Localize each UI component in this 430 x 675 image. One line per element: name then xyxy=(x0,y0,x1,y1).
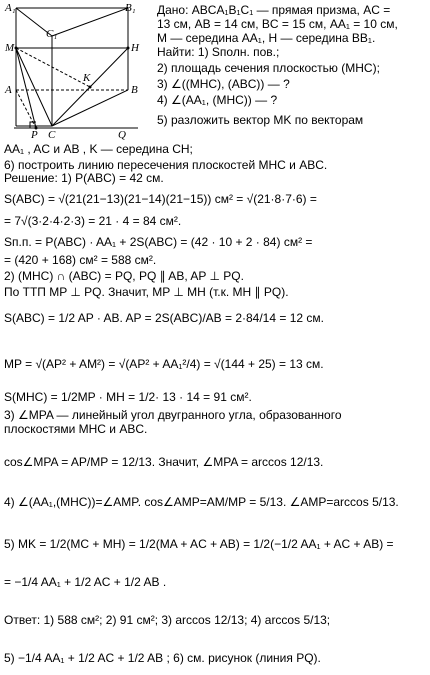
solution-line: 4) ∠(AA₁,(MHC))=∠AMP. cos∠AMP=AM/MP = 5/13. ∠AMP=arccos 5/13. xyxy=(4,495,399,509)
solution-line: 5) MK = 1/2(MC + MH) = 1/2(MA + AC + AB) = 1/2(−1/2 AA₁ + AC + AB) = xyxy=(4,537,394,551)
label-k: K xyxy=(83,72,91,84)
solution-line: = (420 + 168) см² = 588 см². xyxy=(4,253,157,267)
label-q: Q xyxy=(118,129,126,141)
edge-cb xyxy=(52,90,128,126)
solution-line: = −1/4 AA₁ + 1/2 AC + 1/2 AB . xyxy=(4,575,167,589)
solution-line: 3) ∠MPA — линейный угол двугранного угла, образованного xyxy=(4,408,342,422)
find-line: 6) построить линию пересечения плоскостей MHC и ABC. xyxy=(4,158,328,172)
solution-line: плоскостями MHC и ABC. xyxy=(4,422,148,436)
label-c: C xyxy=(48,129,56,141)
solution-line: MP = √(AP² + AM²) = √(AP² + AA₁²/4) = √(144 + 25) = 13 см. xyxy=(4,357,324,371)
solution-line: S(ABC) = 1/2 AP · AB. AP = 2S(ABC)/AB = 2·84/14 = 12 см. xyxy=(4,311,324,325)
given-line: M — середина AA₁, H — середина BB₁. xyxy=(157,31,376,45)
find-line: 3) ∠((MHC), (ABC)) — ? xyxy=(157,77,290,91)
find-line: 2) площадь сечения плоскостью (MHC); xyxy=(157,61,380,75)
segment-mc xyxy=(16,48,52,126)
solution-line: 2) (MHC) ∩ (ABC) = PQ, PQ ∥ AB, AP ⊥ PQ. xyxy=(4,269,244,283)
solution-line: Решение: 1) P(ABC) = 42 см. xyxy=(4,171,164,185)
solution-line: = 7√(3·2·4·2·3) = 21 · 4 = 84 см². xyxy=(4,214,182,228)
segment-mp xyxy=(16,48,36,128)
find-line: 5) разложить вектор MK по векторам xyxy=(157,113,364,127)
given-line: 13 см, AB = 14 см, BC = 15 см, AA₁ = 10 см, xyxy=(157,17,398,31)
solution-line: По ТТП MP ⊥ PQ. Значит, MP ⊥ MH (т.к. MH ∥ PQ). xyxy=(4,285,289,299)
find-line: AA₁ , AC и AB , K — середина CH; xyxy=(4,142,193,156)
label-p: P xyxy=(31,129,38,141)
edge-c1b1 xyxy=(52,8,128,36)
label-b: B xyxy=(131,84,138,96)
label-a: A xyxy=(5,84,12,96)
solution-line: S(ABC) = √(21(21−13)(21−14)(21−15)) см² = √(21·8·7·6) = xyxy=(4,192,317,206)
find-line: 4) ∠(AA₁, (MHC)) — ? xyxy=(157,93,278,107)
solution-line: Sп.п. = P(ABC) · AA₁ + 2S(ABC) = (42 · 10 + 2 · 84) см² = xyxy=(4,235,313,249)
label-c1: C₁ xyxy=(46,28,58,40)
segment-mk xyxy=(16,48,90,87)
answer-line: Ответ: 1) 588 см²; 2) 91 см²; 3) arccos 12/13; 4) arccos 5/13; xyxy=(4,613,331,627)
given-line: Дано: ABCA₁B₁C₁ — прямая призма, AC = xyxy=(157,3,391,17)
label-h: H xyxy=(131,42,139,54)
solution-line: cos∠MPA = AP/MP = 12/13. Значит, ∠MPA = arccos 12/13. xyxy=(4,455,324,469)
label-a1: A₁ xyxy=(5,2,16,14)
answer-line: 5) −1/4 AA₁ + 1/2 AC + 1/2 AB ; 6) см. рисунок (линия PQ). xyxy=(4,651,321,665)
find-line: Найти: 1) Sполн. пов.; xyxy=(157,45,280,59)
solution-line: S(MHC) = 1/2MP · MH = 1/2· 13 · 14 = 91 см². xyxy=(4,390,252,404)
label-b1: B₁ xyxy=(125,2,136,14)
label-m: M xyxy=(5,42,15,54)
